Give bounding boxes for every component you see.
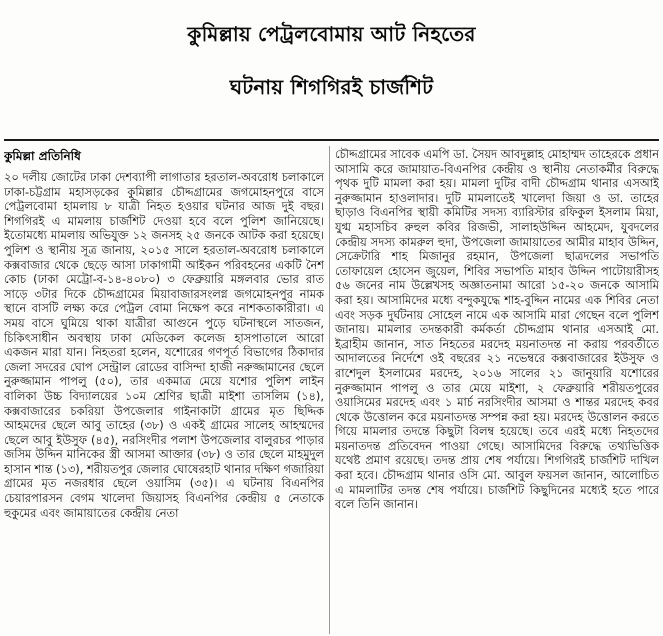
column-divider [329,146,330,634]
byline: কুমিল্লা প্রতিনিধি [4,149,81,163]
headline-line-1: কুমিল্লায় পেট্রলবোমায় আট নিহতের [187,22,476,46]
headline [0,8,663,114]
article-column-right [335,147,659,633]
headline-line-2: ঘটনায় শিগগিরই চার্জশিট [229,75,434,99]
article-body-left: ২০ দলীয় জোটের ঢাকা দেশব্যাপী লাগাতার হরতাল-অবরোধ চলাকালে ঢাকা-চট্টগ্রাম মহাসড়কের কুমিল্লার চৌদ্দগ্রামের জগমোহনপুরে বাসে পেট্রলবোমা হামলায় ৮ যাত্রী নিহত হওয়ার ঘটনার আজ দুই বছর। শিগগিরই এ মামলায় চার্জশিট দেওয়া হবে বলে পুলিশ জানিয়েছে। ইতোমধ্যে মামলায় অভিযুক্ত ১২ জনসহ ২৫ জনকে আটক করা হয়েছে। পুলিশ ও স্থানীয় সূত্র জানায়, ২০১৫ সালে হরতাল-অবরোধ চলাকালে কক্সবাজার থেকে ছেড়ে আসা ঢাকাগামী আইকন পরিবহনের একটি নৈশ কোচ (ঢাকা মেট্রো-ব-১৪-৪০৮০) ৩ ফেব্রুয়ারি মঙ্গলবার ভোর রাত সাড়ে ৩টার দিকে চৌদ্দগ্রামের মিয়াবাজারসংলগ্ন জগমোহনপুর নামক স্থানে বাসটি লক্ষ্য করে পেট্রল বোমা নিক্ষেপ করে নাশকতাকারীরা। এ সময় বাসে ঘুমিয়ে থাকা যাত্রীরা আগুনে পুড়ে ঘটনাস্থলে সাতজন, চিকিৎসাধীন অবস্থায় ঢাকা মেডিকেল কলেজ হাসপাতালে আরো একজন মারা যান। নিহতরা হলেন, যশোরের গণপূর্ত বিভাগের ঠিকাদার জেলা সদরের ঘোপ সেন্ট্রাল রোডের বাসিন্দা হাজী নরুজ্জামানের ছেলে নুরুজ্জামান পাপলু (৫০), তার একমাত্র মেয়ে যশোর পুলিশ লাইন বালিকা উচ্চ বিদ্যালয়ের ১০ম শ্রেণির ছাত্রী মাইশা তাসলিম (১৪), কক্সবাজারের চকরিয়া উপজেলার গাইনাকাটা গ্রামের মৃত ছিদ্দিক আহমদের ছেলে আবু তাহের (৩৮) ও একই গ্রামের সালেহ আহম্মদের ছেলে আবু ইউসুফ (৪৫), নরসিংদীর পলাশ উপজেলার বালুরচর পাড়ার জসিম উদ্দিন মানিকের স্ত্রী আসমা আক্তার (৩৮) ও তার ছেলে মাহমুদুল হাসান শান্ত (১৩), শরীয়তপুর জেলার ঘোষেরহাট থানার দক্ষিণ গজারিয়া গ্রামের মৃত নজরধার ছেলে ওয়াসিম (৩৫)। এ ঘটনায় বিএনপির চেয়ারপারসন বেগম খালেদা জিয়াসহ বিএনপির কেন্দ্রীয় ৫ নেতাকে হুকুমের এবং জামায়াতের কেন্দ্রীয় নেতা [4,170,324,520]
article-column-left [4,148,324,634]
headline-rule [4,139,659,141]
article-body-right: চৌদ্দগ্রামের সাবেক এমপি ডা. সৈয়দ আবদুল্লাহ মোহাম্মদ তাহেরকে প্রধান আসামি করে জামায়াত-বিএনপির কেন্দ্রীয় ও স্থানীয় নেতাকর্মীর বিরুদ্ধে পৃথক দুটি মামলা করা হয়। মামলা দুটির বাদী চৌদ্দগ্রাম থানার এসআই নুরুজ্জামান হাওলাদার। দুটি মামলাতেই খালেদা জিয়া ও ডা. তাহের ছাড়াও বিএনপির স্থায়ী কমিটির সদস্য ব্যারিস্টার রফিকুল ইসলাম মিয়া, যুগ্ম মহাসচিব রুহুল কবির রিজভী, সালাহউদ্দিন আহমেদ, যুবদলের কেন্দ্রীয় সদস্য কামরুল হুদা, উপজেলা জামায়াতের আমীর মাহাব উদ্দিন, সেক্রেটারি শাহ মিজানুর রহমান, উপজেলা ছাত্রদলের সভাপতি তোফায়েল হোসেন জুয়েল, শিবির সভাপতি মাহাব উদ্দিন পাটোয়ারীসহ ৫৬ জনের নাম উল্লেখসহ অজ্ঞাতনামা আরো ১৫-২০ জনকে আসামি করা হয়। আসামিদের মধ্যে বন্দুকযুদ্ধে শাহ-বুদ্দিন নামের এক শিবির নেতা এবং সড়ক দুর্ঘটনায় সোহেল নামে এক আসামি মারা গেছেন বলে পুলিশ জানায়। মামলার তদন্তকারী কর্মকর্তা চৌদ্দগ্রাম থানার এসআই মো. ইব্রাহীম জানান, সাত নিহতের মরদেহ ময়নাতদন্ত না করায় পরবর্তীতে আদালতের নির্দেশে ওই বছরের ২১ নভেম্বরে কক্সবাজারের ইউসুফ ও রাশেদুল ইসলামের মরদেহ, ২০১৬ সালের ২১ জানুয়ারি যশোরের নুরুজ্জামান পাপলু ও তার মেয়ে মাইশা, ২ ফেব্রুয়ারি শরীয়তপুরের ওয়াসিমের মরদেহ এবং ১ মার্চ নরসিংদীর আসমা ও শান্তর মরদেহ কবর থেকে উত্তোলন করে ময়নাতদন্ত সম্পন্ন করা হয়। মরদেহ উত্তোলন করতে গিয়ে মামলার তদন্তে কিছুটা বিলম্ব হয়েছে। তবে এরই মধ্যে নিহতদের ময়নাতদন্ত প্রতিবেদন পাওয়া গেছে। আসামিদের বিরুদ্ধে তথ্যভিত্তিক যথেষ্ট প্রমাণ রয়েছে। তদন্ত প্রায় শেষ পর্যায়ে। শিগগিরই চার্জশিট দাখিল করা হবে। চৌদ্দগ্রাম থানার ওসি মো. আবুল ফয়সল জানান, আলোচিত এ মামলাটির তদন্ত শেষ পর্যায়ে। চার্জশিট কিছুদিনের মধ্যেই হতে পারে বলে তিনি জানান। [335,147,659,512]
